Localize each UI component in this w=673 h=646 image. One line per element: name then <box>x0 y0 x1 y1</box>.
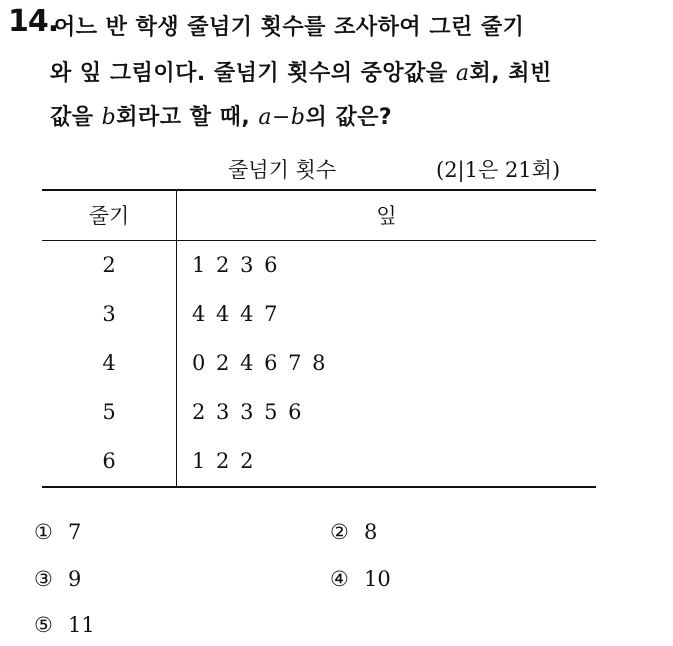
leaf-values: 2 3 3 5 6 <box>192 400 302 424</box>
stem-value: 2 <box>102 253 116 277</box>
table-row <box>42 437 596 486</box>
leaf-values: 0 2 4 6 7 8 <box>192 351 326 375</box>
leaf-values: 4 4 4 7 <box>192 302 278 326</box>
stem-value: 6 <box>102 449 116 473</box>
answer-choice-1[interactable] <box>34 520 81 544</box>
leaf-header: 잎 <box>376 204 397 228</box>
question-number: 14. <box>8 4 59 39</box>
choice-value: 7 <box>68 520 82 544</box>
leaf-values: 1 2 3 6 <box>192 253 278 277</box>
choice-value: 9 <box>68 567 82 591</box>
table-row <box>42 388 596 437</box>
table-top-rule <box>42 189 596 191</box>
choice-value: 10 <box>364 567 391 591</box>
choice-value: 11 <box>68 613 95 637</box>
question-text-line-2 <box>50 56 552 87</box>
table-row <box>42 290 596 339</box>
answer-choice-4[interactable] <box>330 567 391 591</box>
stem-value: 4 <box>102 351 116 375</box>
question-text: 회라고 할 때, <box>116 105 259 130</box>
variable-b: b <box>101 105 117 130</box>
question-text-line-3 <box>50 100 392 131</box>
choice-value: 8 <box>364 520 378 544</box>
choice-marker: ② <box>330 520 349 544</box>
question-text-line-1: 어느 반 학생 줄넘기 횟수를 조사하여 그린 줄기 <box>54 15 525 40</box>
table-row <box>42 241 596 290</box>
answer-choice-5[interactable] <box>34 613 95 637</box>
variable-a: a <box>455 61 470 86</box>
expression-a-minus-b: a−b <box>258 105 306 130</box>
stem-header: 줄기 <box>88 204 130 228</box>
question-text: 의 값은? <box>305 105 393 130</box>
choice-marker: ⑤ <box>34 613 53 637</box>
answer-choice-2[interactable] <box>330 520 377 544</box>
choice-marker: ③ <box>34 567 53 591</box>
question-text: 회, 최빈 <box>469 61 552 86</box>
table-key-note: (2|1은 21회) <box>436 158 561 182</box>
choice-marker: ④ <box>330 567 349 591</box>
table-title: 줄넘기 횟수 <box>228 158 337 182</box>
answer-choice-3[interactable] <box>34 567 81 591</box>
table-bottom-rule <box>42 486 596 488</box>
question-text: 값을 <box>50 105 102 130</box>
table-row <box>42 339 596 388</box>
question-text: 와 잎 그림이다. 줄넘기 횟수의 중앙값을 <box>50 61 456 86</box>
leaf-values: 1 2 2 <box>192 449 254 473</box>
stem-value: 3 <box>102 302 116 326</box>
stem-value: 5 <box>102 400 116 424</box>
choice-marker: ① <box>34 520 53 544</box>
